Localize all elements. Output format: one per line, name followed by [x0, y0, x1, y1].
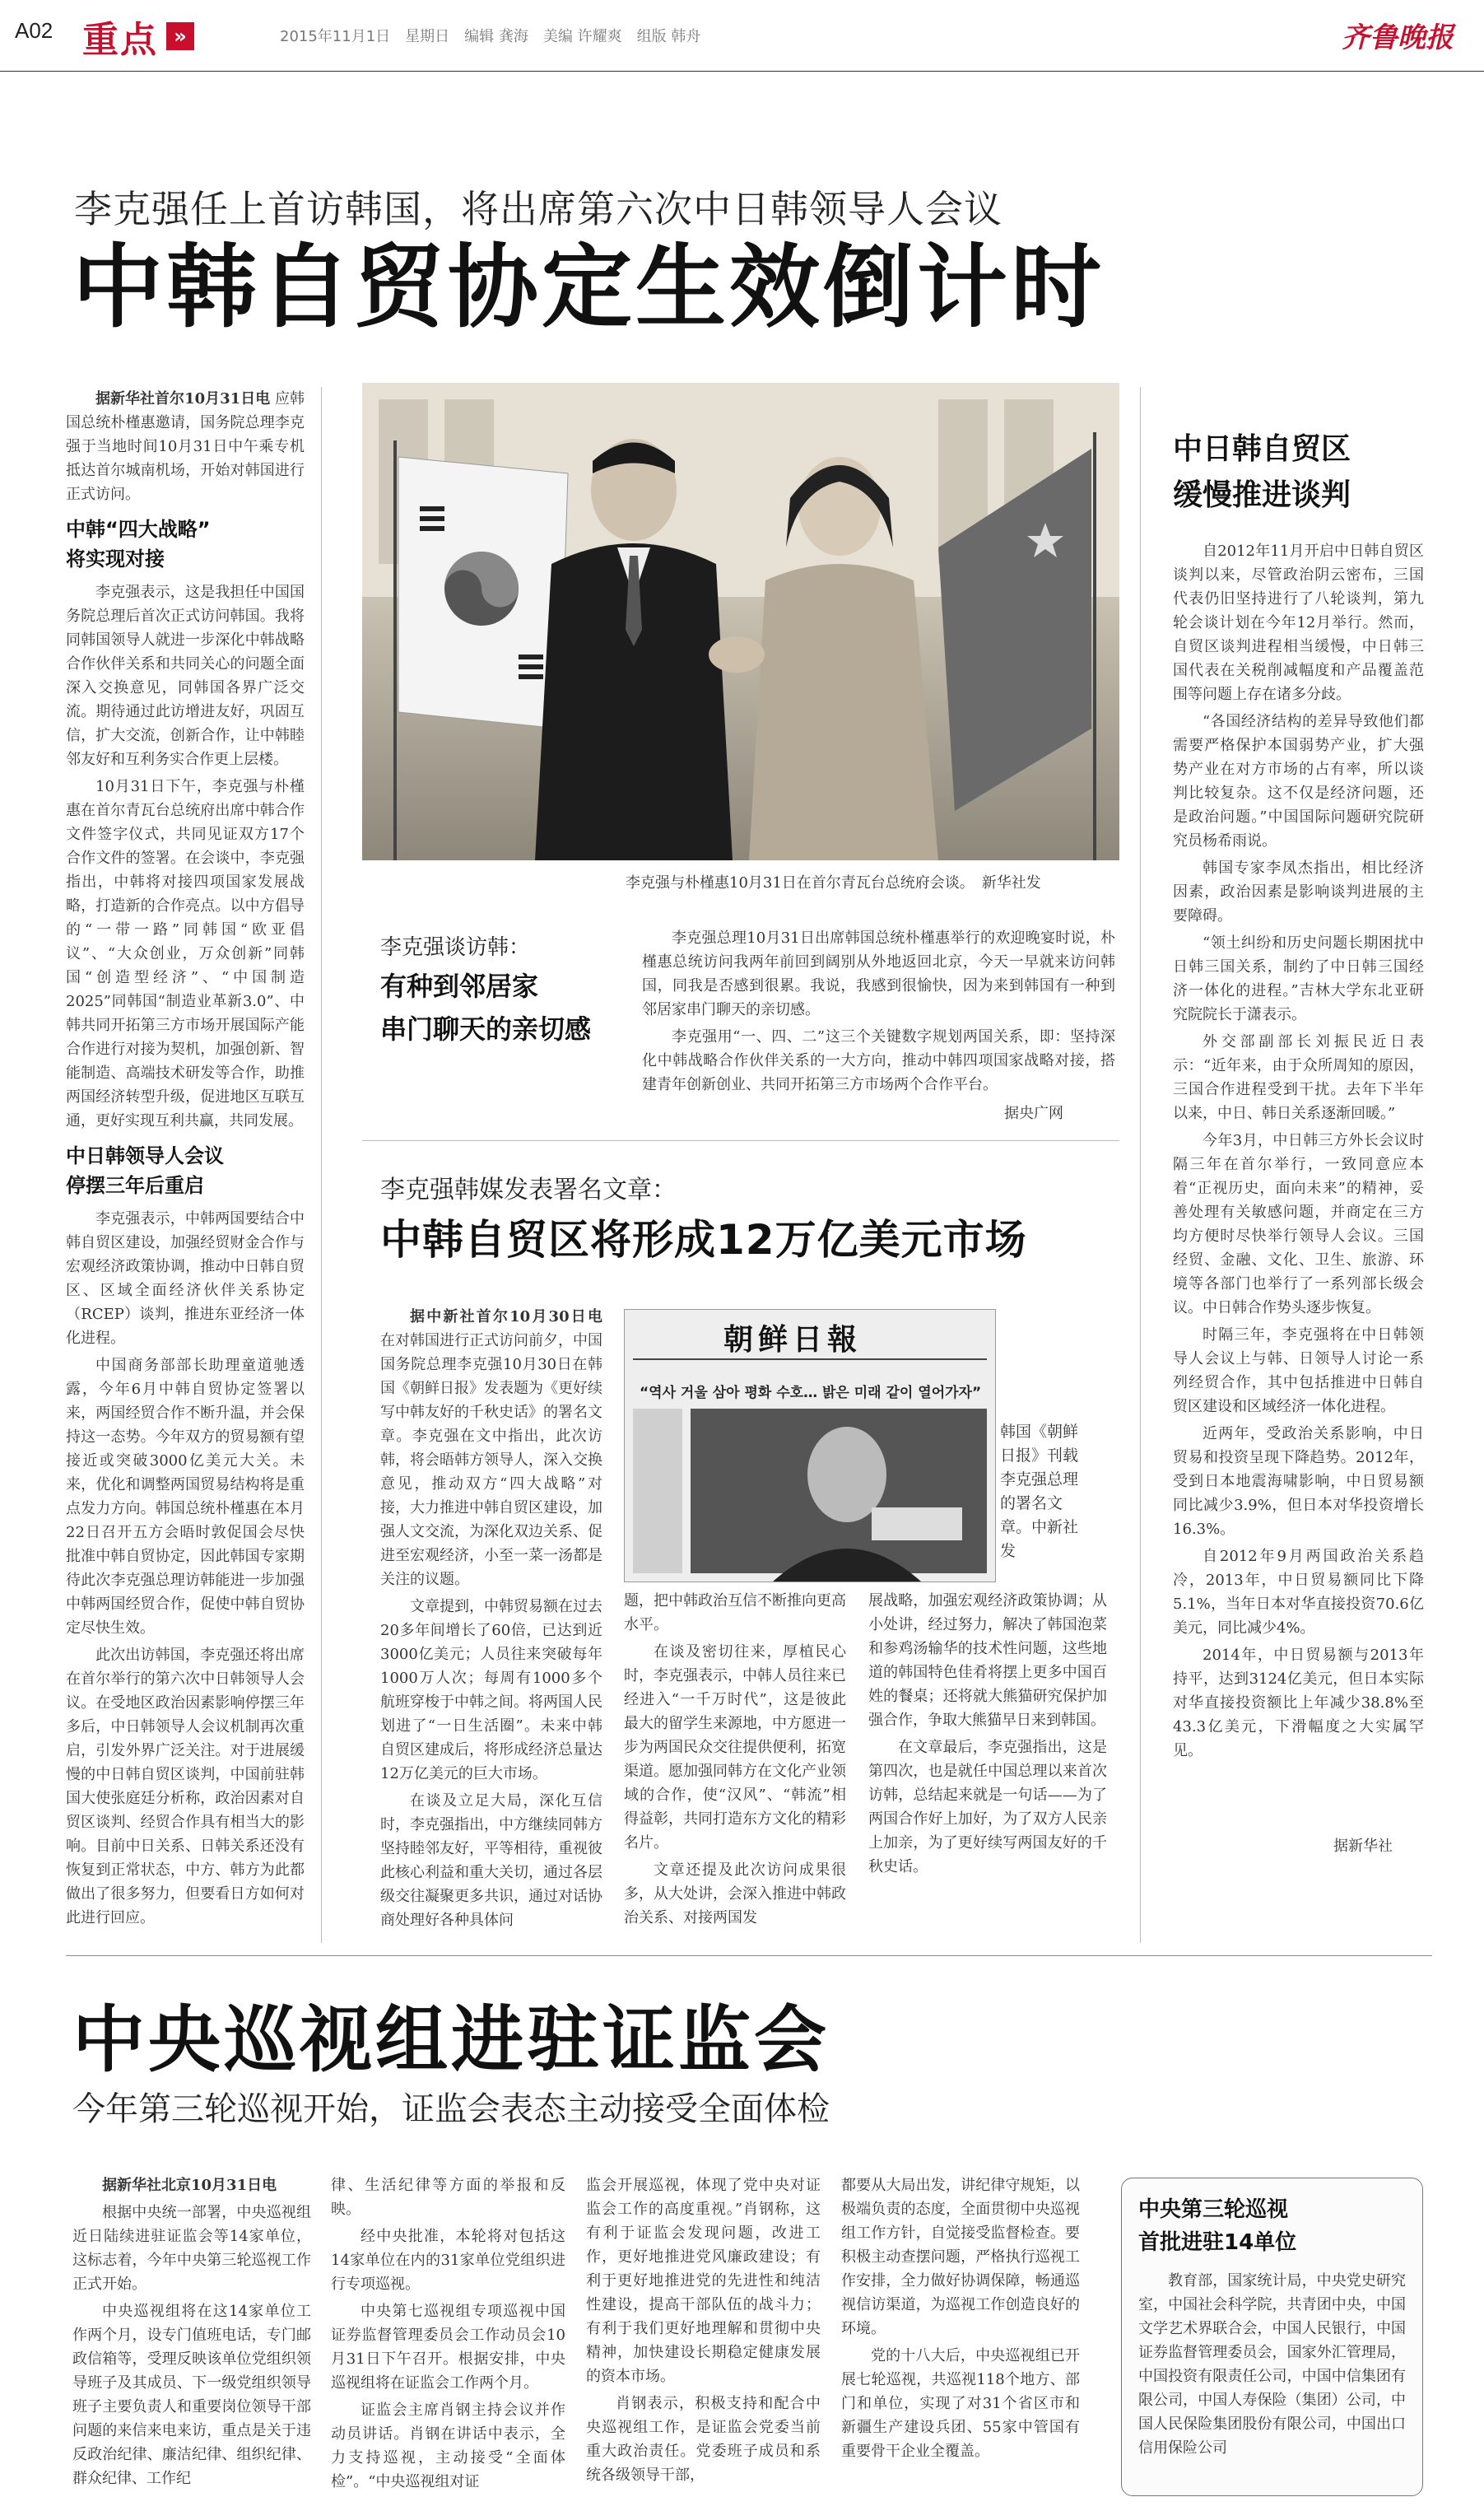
- article1-paragraph-2: 10月31日下午，李克强与朴槿惠在首尔青瓦台总统府出席中韩合作文件签字仪式，共同见证双方17个合作文件的签署。在会谈中，李克强指出，中韩将对接四项国家发展战略，打造新的合作亮点。以中方倡导的“一带一路”同韩国“欧亚倡议”、“大众创业，万众创新”同韩国“创造型经济”、“中国制造2025”同韩国“制造业革新3.0”、中韩共同开拓第三方市场开展国际产能合作进行对接为契机，加强创新、智能制造、高端技术研发等合作，助推两国经济转型升级，促进地区互联互通，更好实现互利共赢，共同发展。: [66, 778, 305, 1130]
- inspection-units-box: [1121, 2178, 1423, 2496]
- page-number: A02: [15, 18, 53, 43]
- newspaper-photo-illustration: [625, 1310, 995, 1582]
- paper-logo: 齐鲁晚报: [1342, 21, 1454, 54]
- article2-column-3: 展战略，加强宏观经济政策协调；从小处讲，经过努力，解决了韩国泡菜和参鸡汤输华的技术性问题，这些地道的韩国特色佳肴将摆上更多中国百姓的餐桌；还将就大熊猫研究保护加强合作，争取大熊猫早日来到韩国。 在文章最后，李克强指出，这是第四次，也是就任中国总理以来首次访韩，总结起来就是一句话——为了两国合作好上加好，为了双方人民亲上加亲，为了更好续写两国友好的千秋史话。: [868, 1592, 1107, 1875]
- article1-headline: 中韩自贸协定生效倒计时: [72, 235, 1105, 340]
- sidebar-body: [642, 926, 1115, 1128]
- handshake-photo-illustration: [362, 383, 1119, 860]
- article2-column-1: 据中新社首尔10月30日电 在对韩国进行正式访问前夕，中国国务院总理李克强10月30日在韩国《朝鲜日报》发表题为《更好续写中韩友好的千秋史话》的署名文章。李克强在文中指出，此次访韩，将会晤韩方领导人，深入交换意见，推动双方“四大战略”对接，大力推进中韩自贸区建设，加强人文交流，为深化双边关系、促进至宏观经济，小至一菜一汤都是关注的议题。 文章提到，中韩贸易额在过去20多年间增长了60倍，已达到近3000亿美元；人员往来突破每年1000万人次；每周有1000多个航班穿梭于中韩之间。将两国人民划进了“一日生活圈”。未来中韩自贸区建成后，将形成经济总量达12万亿美元的巨大市场。 在谈及立足大局，深化互信时，李克强指出，中方继续同韩方坚持睦邻友好，平等相待，重视彼此核心利益和重大关切，通过各层级交往凝聚更多共识，通过对话协商处理好各种具体问: [380, 1308, 602, 1929]
- article3-headline: 中日韩自贸区 缓慢推进谈判: [1173, 432, 1351, 512]
- article1-lead: 应韩国总统朴槿惠邀请，国务院总理李克强于当地时间10月31日中午乘专机抵达首尔城南机场，开始对韩国进行正式访问。: [66, 390, 305, 503]
- article4-column-4: 都要从大局出发，讲纪律守规矩，以极端负责的态度，全面贯彻中央巡视组工作方针，自觉接受监督检查。要积极主动查摆问题，严格执行巡视工作安排，全力做好协调保障，畅通巡视信访渠道，为巡视工作创造良好的环境。 党的十八大后，中央巡视组已开展七轮巡视，共巡视118个地方、部门和单位，实现了对31个省区市和新疆生产建设兵团、55家中管国有重要骨干企业全覆盖。: [841, 2177, 1080, 2460]
- article2-photo: [624, 1309, 996, 1582]
- article1-paragraph-3: 李克强表示，中韩两国要结合中韩自贸区建设，加强经贸财金合作与宏观经济政策协调，推动中日韩自贸区、区域全面经济伙伴关系协定（RCEP）谈判，推进东亚经济一体化进程。: [66, 1210, 305, 1347]
- korean-headline: “역사 거울 삼아 평화 수호… 밝은 미래 같이 열어가자”: [640, 1385, 982, 1401]
- inspection-box-list: 教育部，国家统计局，中央党史研究室，中国社会科学院，共青团中央，中国文学艺术界联合会，中国人民银行，中国证券监督管理委员会，国家外汇管理局，中国投资有限责任公司，中国中信集团有限公司，中国人寿保险（集团）公司，中国人民保险集团股份有限公司，中国出口信用保险公司: [1138, 2272, 1406, 2457]
- article4-headline: 中央巡视组进驻证监会: [72, 1997, 830, 2082]
- header-meta: 2015年11月1日 星期日 编辑 龚海 美编 许耀爽 组版 韩舟: [280, 28, 701, 45]
- article2-kicker: 李克强韩媒发表署名文章：: [380, 1176, 677, 1204]
- article3-body: 自2012年11月开启中日韩自贸区谈判以来，尽管政治阴云密布，三国代表仍旧坚持进行了八轮谈判，第九轮会谈计划在今年12月举行。然而，自贸区谈判进程相当缓慢，中日韩三国代表在关税削减幅度和产品覆盖范围等问题上存在诸多分歧。 “各国经济结构的差异导致他们都需要严格保护本国弱势产业，扩大强势产业在对方市场的占有率，所以谈判比较复杂。这不仅是经济问题，还是政治问题。”中国国际问题研究院研究员杨希雨说。 韩国专家李凤杰指出，相比经济因素，政治因素是影响谈判进展的主要障碍。 “领土纠纷和历史问题长期困扰中日韩三国关系，制约了中日韩三国经济一体化的进程。”吉林大学东北亚研究院院长于潇表示。 外交部副部长刘振民近日表示：“近年来，由于众所周知的原因，三国合作进程受到干扰。去年下半年以来，中日、韩日关系逐渐回暖。” 今年3月，中日韩三方外长会议时隔三年在首尔举行，一致同意应本着“正视历史，面向未来”的精神，妥善处理有关敏感问题，并商定在三方均方便时尽快举行领导人会议。三国经贸、金融、文化、卫生、旅游、环境等各部门也举行了一系列部长级会议。中日韩合作势头逐步恢复。 时隔三年，李克强将在中日韩领导人会议上与韩、日领导人讨论一系列经贸合作，其中包括推进中日韩自贸区建设和区域经济一体化进程。 近两年，受政治关系影响，中日贸易和投资呈现下降趋势。2012年，受到日本地震海啸影响，中日贸易额同比减少3.9%，但日本对华投资增长16.3%。 自2012年9月两国政治关系趋冷，2013年，中日贸易额同比下降5.1%，当年日本对华直接投资70.6亿美元，同比减少4%。 2014年，中日贸易额与2013年持平，达到3124亿美元，但日本实际对华直接投资额比上年减少38.8%至43.3亿美元，下滑幅度之大实属罕见。: [1173, 543, 1424, 1759]
- newspaper-masthead: 朝鲜日報: [723, 1322, 863, 1357]
- article1-paragraph-4: 中国商务部部长助理童道驰透露，今年6月中韩自贸协定签署以来，两国经贸合作不断升温，并会保持这一态势。今年双方的贸易额有望接近或突破3000亿美元大关。未来，优化和调整两国贸易结构将是重点发力方向。韩国总统朴槿惠在本月22日召开五方会晤时敦促国会尽快批准中韩自贸协定，因此韩国专家期待此次李克强总理访韩能进一步加强中韩两国经贸合作，促使中韩自贸协定尽快生效。: [66, 1357, 305, 1637]
- article1-subhead-2: 中日韩领导人会议 停摆三年后重启: [66, 1144, 224, 1197]
- article4-dateline: 据新华社北京10月31日电: [102, 2177, 277, 2194]
- sidebar-source: 据央广网: [1004, 1105, 1063, 1122]
- article2-photo-caption: 韩国《朝鲜日报》刊载李克强总理的署名文章。中新社发: [1000, 1423, 1079, 1560]
- article1-kicker: 李克强任上首访韩国，将出席第六次中日韩领导人会议: [74, 187, 1003, 231]
- article1-photo-caption: 李克强与朴槿惠10月31日在首尔青瓦台总统府会谈。 新华社发: [626, 874, 1041, 892]
- article1-paragraph-1: 李克强表示，这是我担任中国国务院总理后首次正式访问韩国。我将同韩国领导人就进一步深化中韩战略合作伙伴关系和共同关心的问题全面深入交换意见，同韩国各界广泛交流。期待通过此访增进友好，巩固互信，扩大交流，创新合作，让中韩睦邻友好和互利务实合作更上层楼。: [66, 584, 305, 768]
- header-rule: [0, 71, 1484, 72]
- sidebar-paragraph-2: 李克强用“一、四、二”这三个关键数字规划两国关系，即：坚持深化中韩战略合作伙伴关系的一大方向，推动中韩四项国家战略对接，搭建青年创新创业、共同开拓第三方市场两个合作平台。: [642, 1028, 1115, 1093]
- article2-column-2: 题，把中韩政治互信不断推向更高水平。 在谈及密切往来，厚植民心时，李克强表示，中韩人员往来已经进入“一千万时代”，这是彼此最大的留学生来源地，中方愿进一步为两国民众交往提供便利，拓宽渠道。愿加强同韩方在文化产业领域的合作，使“汉风”、“韩流”相得益彰，共同打造东方文化的精彩名片。 文章还提及此次访问成果很多，从大处讲，会深入推进中韩政治关系、对接两国发: [624, 1592, 846, 1926]
- article4-column-3: 监会开展巡视，体现了党中央对证监会工作的高度重视。”肖钢称，这有利于证监会发现问题，改进工作，更好地推进党风廉政建设；有利于更好地推进党的先进性和纯洁性建设，提高干部队伍的战斗力；有利于我们更好地理解和贯彻中央精神，加快建设长期稳定健康发展的资本市场。 肖钢表示，积极支持和配合中央巡视组工作，是证监会党委当前重大政治责任。党委班子成员和系统各级领导干部，: [586, 2177, 821, 2484]
- article2-headline: 中韩自贸区将形成12万亿美元市场: [380, 1216, 1027, 1264]
- article4-column-1: 据新华社北京10月31日电 根据中央统一部署，中央巡视组近日陆续进驻证监会等14家单位，这标志着，今年中央第三轮巡视工作正式开始。 中央巡视组将在这14家单位工作两个月，设专门值班电话，专门邮政信箱等，受理反映该单位党组织领导班子及其成员、下一级党组织领导班子主要负责人和重要岗位领导干部问题的来信来电来访，重点是关于违反政治纪律、廉洁纪律、组织纪律、群众纪律、工作纪: [72, 2177, 311, 2487]
- sidebar-kicker: 李克强谈访韩：: [380, 935, 531, 960]
- article4-kicker: 今年第三轮巡视开始，证监会表态主动接受全面体检: [72, 2090, 830, 2128]
- article1-photo: [362, 383, 1119, 860]
- section-label: [82, 12, 194, 61]
- article2-dateline: 据中新社首尔10月30日电: [410, 1308, 602, 1325]
- article3-source: 据新华社: [1333, 1838, 1393, 1855]
- article4-column-2: 律、生活纪律等方面的举报和反映。 经中央批准，本轮将对包括这14家单位在内的31家单位党组织进行专项巡视。 中央第七巡视组专项巡视中国证券监督管理委员会工作动员会10月31日下午召开。根据安排，中央巡视组将在证监会工作两个月。 证监会主席肖钢主持会议并作动员讲话。肖钢在讲话中表示，全力支持巡视，主动接受“全面体检”。“中央巡视组对证: [331, 2177, 565, 2490]
- sidebar-title: 有种到邻居家 串门聊天的亲切感: [380, 971, 592, 1045]
- article1-paragraph-5: 此次出访韩国，李克强还将出席在首尔举行的第六次中日韩领导人会议。在受地区政治因素影响停摆三年多后，中日韩领导人会议机制再次重启，引发外界广泛关注。对于进展缓慢的中日韩自贸区谈判，中国前驻韩国大使张庭廷分析称，政治因素对自贸区谈判、经贸合作具有相当大的影响。目前中日关系、日韩关系还没有恢复到正常状态，中方、韩方为此都做出了很多努力，但要看日方如何对此进行回应。: [66, 1647, 305, 1926]
- inspection-box-title: 中央第三轮巡视 首批进驻14单位: [1138, 2197, 1297, 2255]
- article1-dateline: 据新华社首尔10月31日电: [95, 390, 271, 408]
- article1-left-column: [66, 387, 305, 1935]
- article1-subhead-1: 中韩“四大战略” 将实现对接: [66, 518, 211, 571]
- sidebar-paragraph-1: 李克强总理10月31日出席韩国总统朴槿惠举行的欢迎晚宴时说，朴槿惠总统访问我两年前回到阔别从外地返回北京，今天一早就来访问韩国，同我是否感到很累。我说，我感到很愉快，因为来到韩国有一种到邻居家串门聊天的亲切感。: [642, 929, 1115, 1018]
- section-title: 重点: [82, 19, 158, 61]
- section-arrow-icon: »: [166, 22, 194, 50]
